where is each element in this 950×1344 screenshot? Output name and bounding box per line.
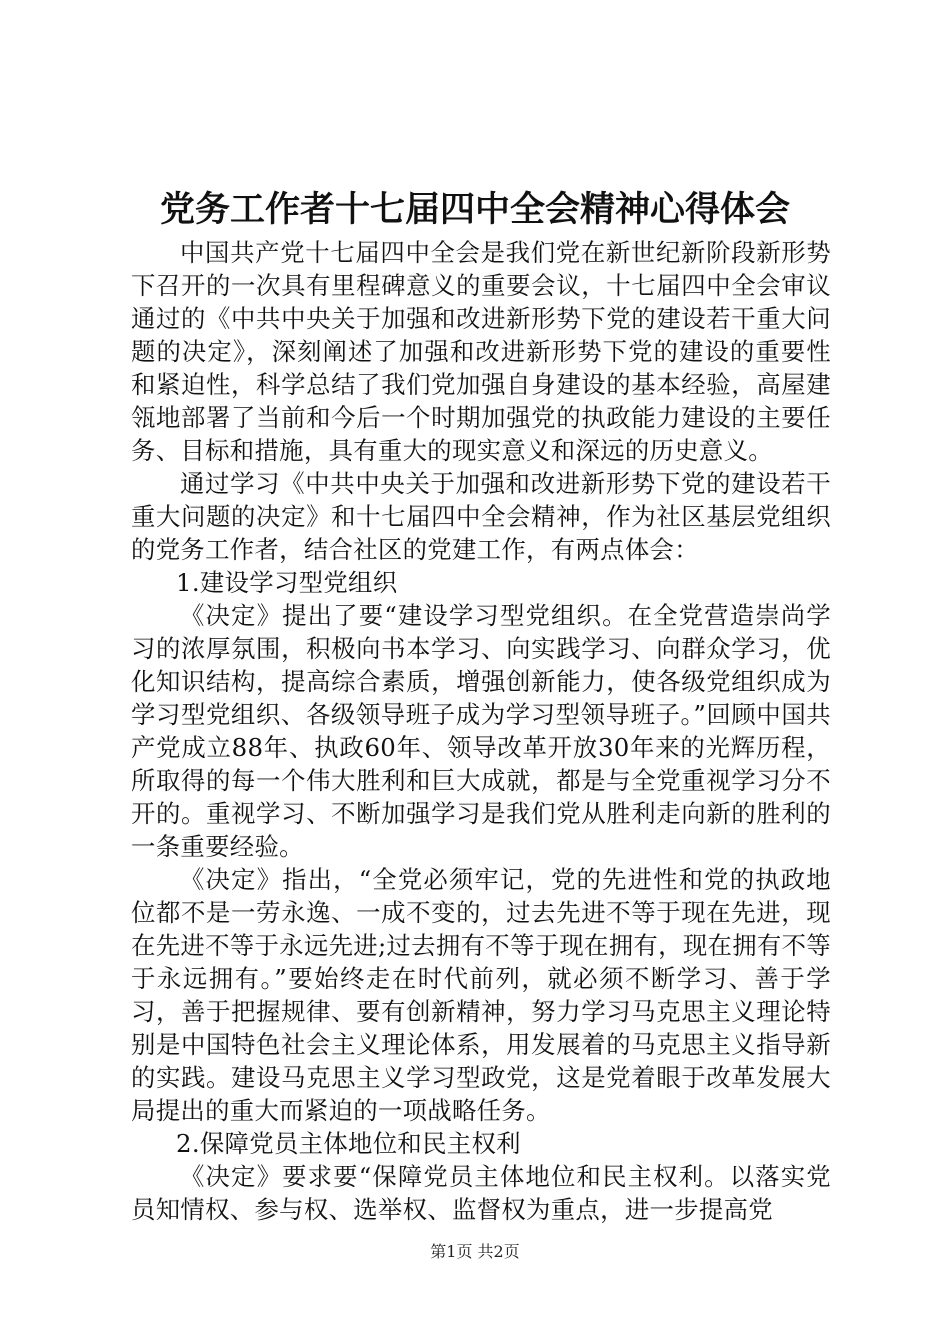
paragraph: 《决定》指出，“全党必须牢记，党的先进性和党的执政地位都不是一劳永逸、一成不变的，过去先进不等于现在先进，现在先进不等于永远先进;过去拥有不等于现在拥有，现在拥有不等于永远拥有。”要始终走在时代前列，就必须不断学习、善于学习，善于把握规律、要有创新精神，努力学习马克思主义理论特别是中国特色社会主义理论体系，用发展着的马克思主义指导新的实践。建设马克思主义学习型政党，这是党着眼于改革发展大局提出的重大而紧迫的一项战略任务。 [131, 865, 831, 1125]
section-heading: 1.建设学习型党组织 [176, 568, 398, 597]
paragraph: 通过学习《中共中央关于加强和改进新形势下党的建设若干重大问题的决定》和十七届四中全会精神，作为社区基层党组织的党务工作者，结合社区的党建工作，有两点体会： [131, 469, 831, 564]
paragraph: 《决定》提出了要“建设学习型党组织。在全党营造崇尚学习的浓厚氛围，积极向书本学习、向实践学习、向群众学习，优化知识结构，提高综合素质，增强创新能力，使各级党组织成为学习型党组织、各级领导班子成为学习型领导班子。”回顾中国共产党成立88年、执政60年、领导改革开放30年来的光辉历程，所取得的每一个伟大胜利和巨大成就，都是与全党重视学习分不开的。重视学习、不断加强学习是我们党从胜利走向新的胜利的一条重要经验。 [131, 601, 831, 861]
document-body [131, 236, 831, 1226]
section-heading: 2.保障党员主体地位和民主权利 [176, 1129, 521, 1158]
paragraph: 《决定》要求要“保障党员主体地位和民主权利。以落实党员知情权、参与权、选举权、监督权为重点，进一步提高党 [131, 1162, 831, 1224]
document-title: 党务工作者十七届四中全会精神心得体会 [159, 189, 790, 230]
page-footer: 第1页 共2页 [430, 1242, 520, 1261]
paragraph: 中国共产党十七届四中全会是我们党在新世纪新阶段新形势下召开的一次具有里程碑意义的重要会议，十七届四中全会审议通过的《中共中央关于加强和改进新形势下党的建设若干重大问题的决定》，深刻阐述了加强和改进新形势下党的建设的重要性和紧迫性，科学总结了我们党加强自身建设的基本经验，高屋建瓴地部署了当前和今后一个时期加强党的执政能力建设的主要任务、目标和措施，具有重大的现实意义和深远的历史意义。 [131, 238, 831, 465]
